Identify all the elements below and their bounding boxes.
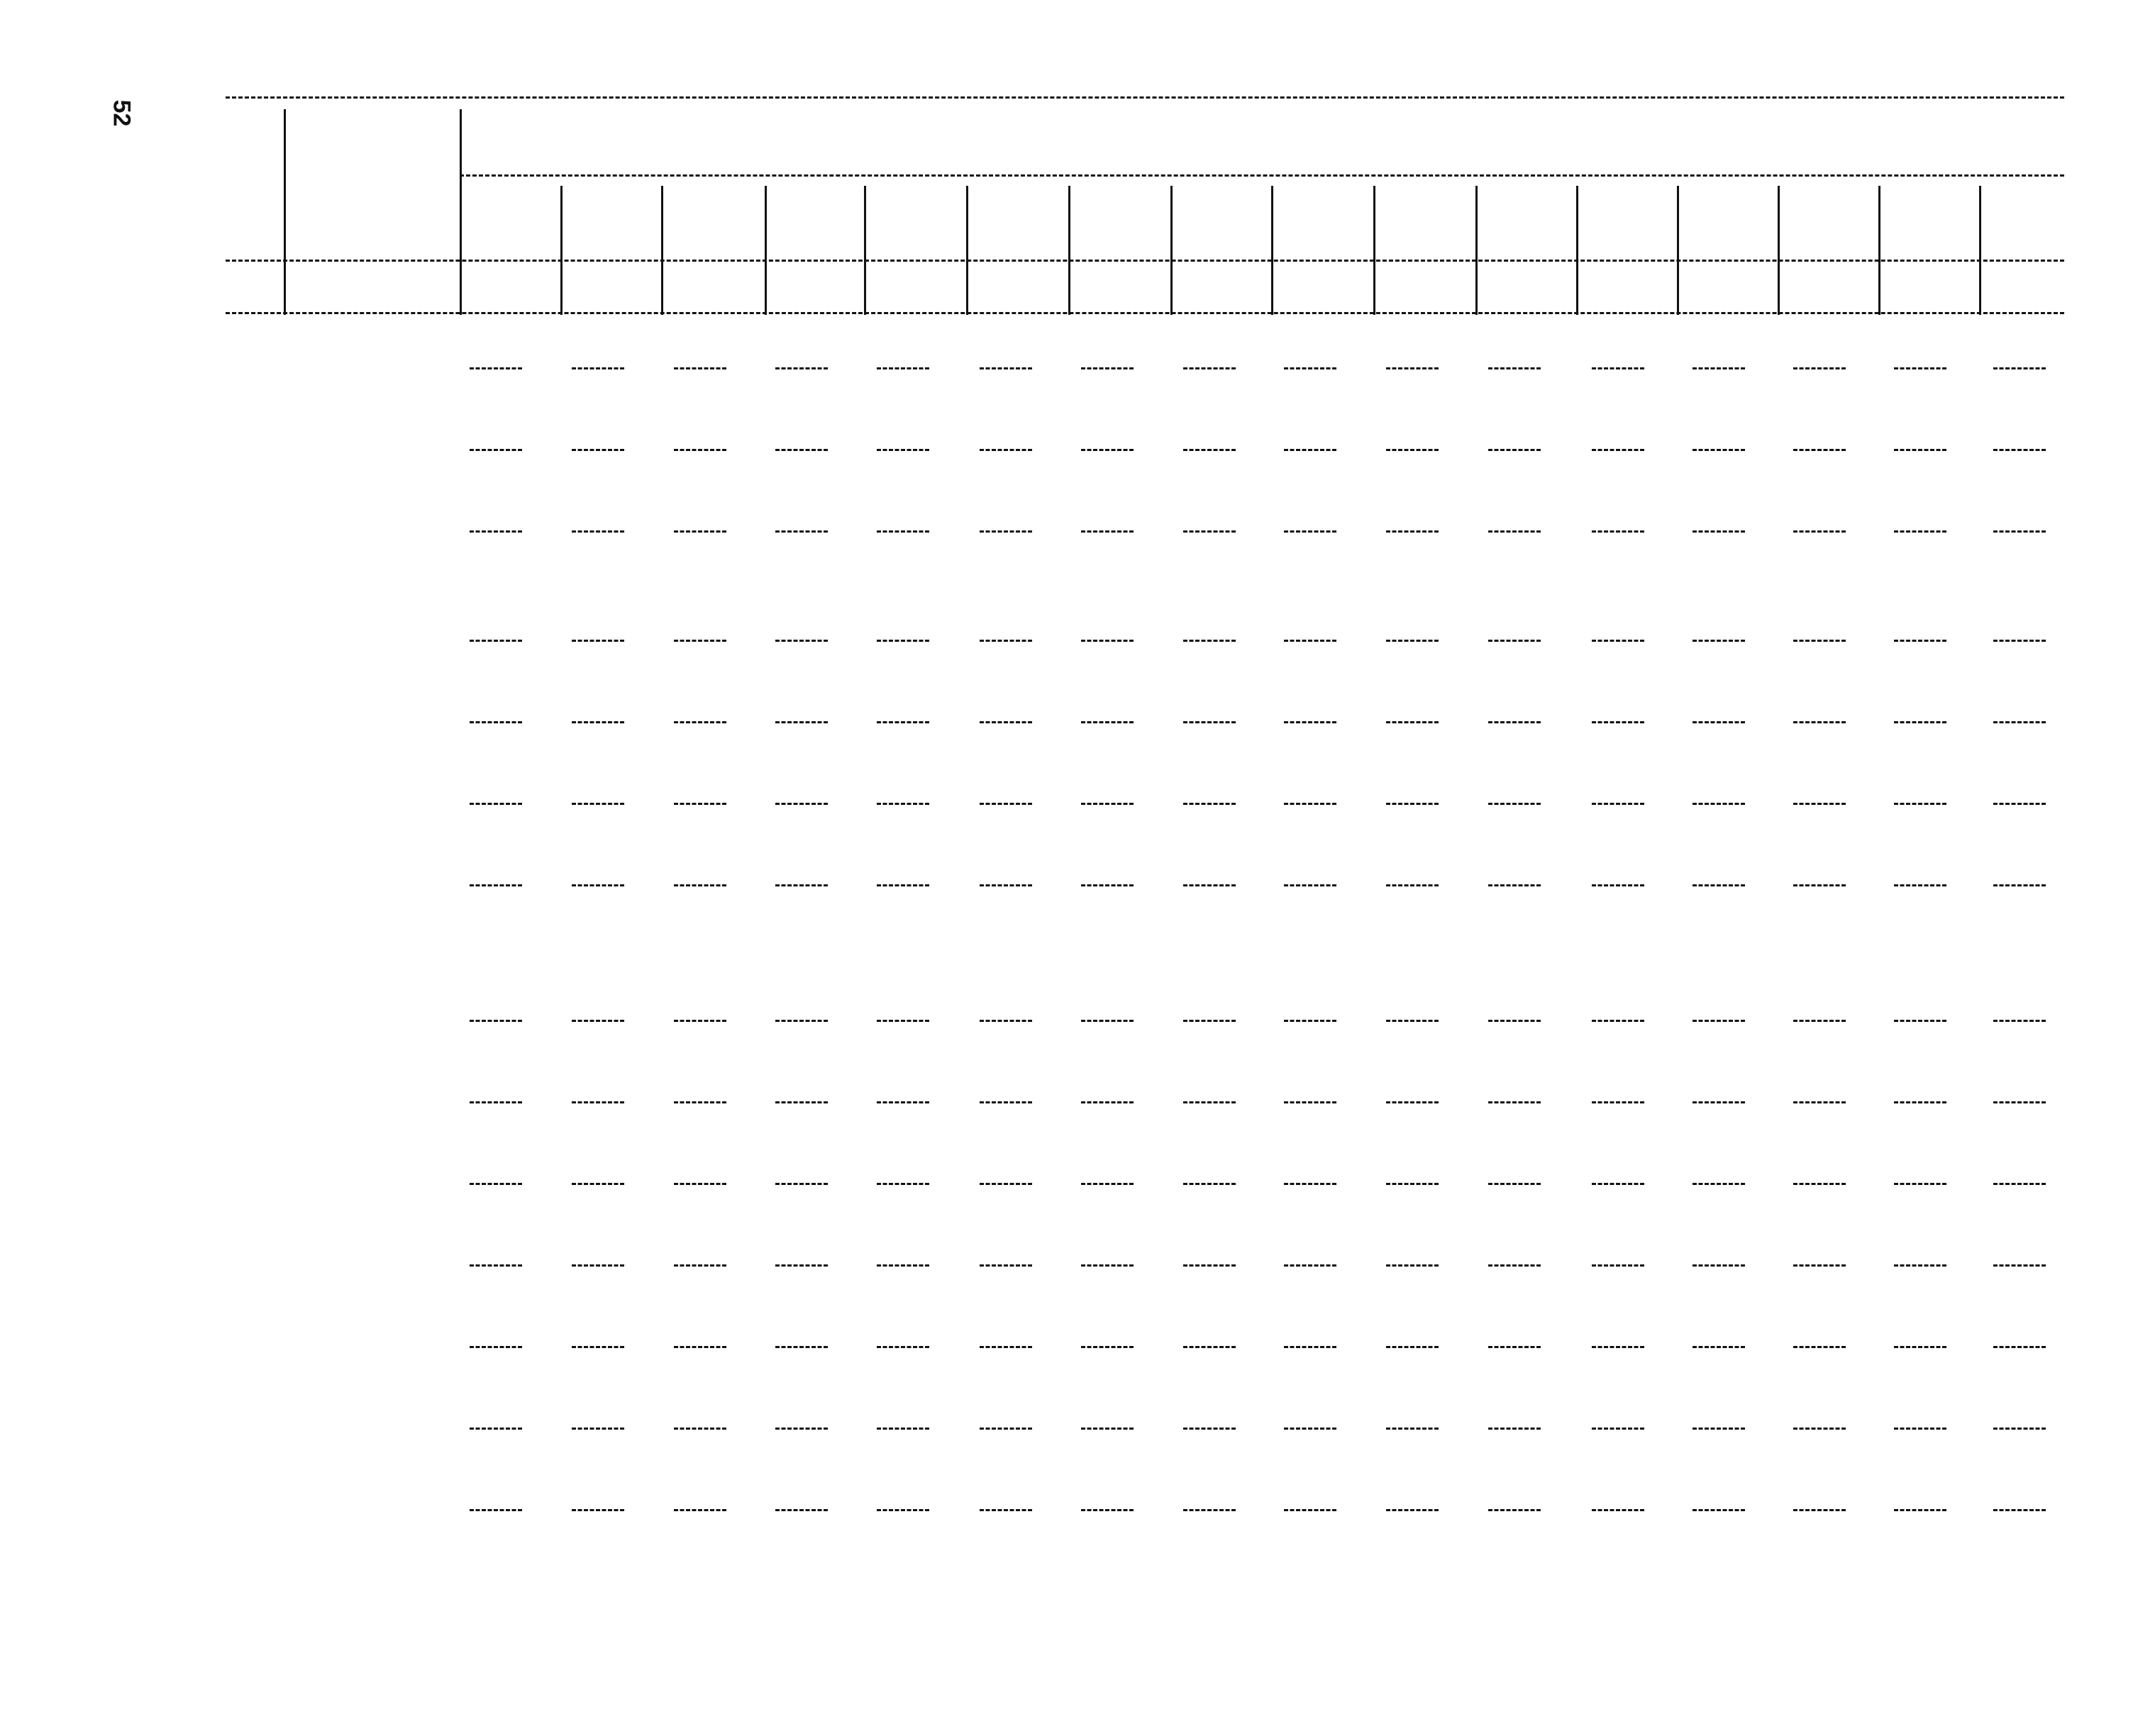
fraction-bar xyxy=(674,640,726,642)
fraction-bar xyxy=(1183,1020,1236,1022)
fraction-bar xyxy=(1793,449,1846,451)
fraction-bar xyxy=(877,367,929,369)
fraction-bar xyxy=(674,530,726,533)
fraction-bar xyxy=(1894,1020,1946,1022)
fraction-bar xyxy=(980,1101,1032,1103)
rule-header-mid xyxy=(460,174,2064,177)
fraction-bar xyxy=(1793,721,1846,723)
fraction-bar xyxy=(1993,1020,2046,1022)
fraction-bar xyxy=(1284,1101,1336,1103)
vline-region xyxy=(864,186,866,315)
fraction-bar xyxy=(1488,367,1541,369)
fraction-bar xyxy=(1386,1101,1439,1103)
fraction-bar xyxy=(470,449,522,451)
fraction-bar xyxy=(775,640,828,642)
fraction-bar xyxy=(1693,1428,1745,1430)
fraction-bar xyxy=(775,1509,828,1511)
fraction-bar xyxy=(1386,367,1439,369)
fraction-bar xyxy=(1081,449,1134,451)
fraction-bar xyxy=(1284,884,1336,886)
fraction-bar xyxy=(877,1101,929,1103)
fraction-bar xyxy=(1993,721,2046,723)
fraction-bar xyxy=(1488,1183,1541,1185)
fraction-bar xyxy=(1284,640,1336,642)
fraction-bar xyxy=(674,721,726,723)
fraction-bar xyxy=(1993,640,2046,642)
fraction-bar xyxy=(1592,1020,1644,1022)
fraction-bar xyxy=(1183,367,1236,369)
fraction-bar xyxy=(1284,530,1336,533)
fraction-bar xyxy=(1993,803,2046,805)
fraction-bar xyxy=(1993,1264,2046,1267)
fraction-bar xyxy=(1284,1509,1336,1511)
fraction-bar xyxy=(1081,1020,1134,1022)
fraction-bar xyxy=(1592,721,1644,723)
fraction-bar xyxy=(1693,884,1745,886)
rule-header-sub xyxy=(226,260,2064,262)
vline-region xyxy=(765,186,767,315)
fraction-bar xyxy=(1693,449,1745,451)
fraction-bar xyxy=(470,1509,522,1511)
fraction-bar xyxy=(1894,530,1946,533)
fraction-bar xyxy=(1183,640,1236,642)
page-number: 52 xyxy=(108,99,135,127)
fraction-bar xyxy=(775,1346,828,1348)
fraction-bar xyxy=(1993,1428,2046,1430)
fraction-bar xyxy=(1592,530,1644,533)
fraction-bar xyxy=(674,449,726,451)
fraction-bar xyxy=(980,449,1032,451)
fraction-bar xyxy=(1793,367,1846,369)
vline-n xyxy=(284,109,286,315)
fraction-bar xyxy=(1993,530,2046,533)
fraction-bar xyxy=(1993,1183,2046,1185)
vline-region xyxy=(1576,186,1578,315)
fraction-bar xyxy=(1894,1264,1946,1267)
fraction-bar xyxy=(674,1346,726,1348)
fraction-bar xyxy=(1993,1346,2046,1348)
fraction-bar xyxy=(1793,803,1846,805)
vline-region xyxy=(1475,186,1478,315)
fraction-bar xyxy=(1488,449,1541,451)
fraction-bar xyxy=(572,449,624,451)
fraction-bar xyxy=(877,721,929,723)
fraction-bar xyxy=(1592,884,1644,886)
fraction-bar xyxy=(1793,1264,1846,1267)
fraction-bar xyxy=(775,1101,828,1103)
fraction-bar xyxy=(674,1509,726,1511)
fraction-bar xyxy=(980,721,1032,723)
rule-colnums xyxy=(226,312,2064,314)
fraction-bar xyxy=(470,1020,522,1022)
fraction-bar xyxy=(470,1101,522,1103)
fraction-bar xyxy=(1183,1428,1236,1430)
fraction-bar xyxy=(572,1509,624,1511)
fraction-bar xyxy=(1386,1264,1439,1267)
fraction-bar xyxy=(1793,530,1846,533)
fraction-bar xyxy=(980,1264,1032,1267)
fraction-bar xyxy=(775,367,828,369)
fraction-bar xyxy=(1793,1101,1846,1103)
fraction-bar xyxy=(1592,1264,1644,1267)
fraction-bar xyxy=(674,884,726,886)
fraction-bar xyxy=(1284,1264,1336,1267)
fraction-bar xyxy=(775,721,828,723)
fraction-bar xyxy=(674,1101,726,1103)
fraction-bar xyxy=(1993,1509,2046,1511)
fraction-bar xyxy=(1488,884,1541,886)
fraction-bar xyxy=(674,1183,726,1185)
fraction-bar xyxy=(1386,530,1439,533)
fraction-bar xyxy=(1183,1264,1236,1267)
fraction-bar xyxy=(980,367,1032,369)
fraction-bar xyxy=(1894,1101,1946,1103)
fraction-bar xyxy=(1386,1346,1439,1348)
fraction-bar xyxy=(572,721,624,723)
fraction-bar xyxy=(1386,884,1439,886)
fraction-bar xyxy=(674,803,726,805)
fraction-bar xyxy=(1081,640,1134,642)
vline-kod xyxy=(460,109,462,315)
fraction-bar xyxy=(1081,884,1134,886)
fraction-bar xyxy=(877,1264,929,1267)
fraction-bar xyxy=(1488,640,1541,642)
fraction-bar xyxy=(980,1509,1032,1511)
fraction-bar xyxy=(572,1264,624,1267)
vline-region xyxy=(1068,186,1070,315)
vline-region xyxy=(560,186,563,315)
fraction-bar xyxy=(1081,803,1134,805)
fraction-bar xyxy=(1081,530,1134,533)
fraction-bar xyxy=(470,1346,522,1348)
fraction-bar xyxy=(1592,640,1644,642)
fraction-bar xyxy=(1693,803,1745,805)
fraction-bar xyxy=(1793,884,1846,886)
fraction-bar xyxy=(572,1428,624,1430)
fraction-bar xyxy=(1386,721,1439,723)
vline-region xyxy=(1979,186,1981,315)
fraction-bar xyxy=(1592,803,1644,805)
fraction-bar xyxy=(1284,803,1336,805)
fraction-bar xyxy=(1592,1428,1644,1430)
fraction-bar xyxy=(1894,1183,1946,1185)
vline-region xyxy=(1373,186,1375,315)
fraction-bar xyxy=(775,1428,828,1430)
fraction-bar xyxy=(1894,367,1946,369)
vline-region xyxy=(966,186,968,315)
fraction-bar xyxy=(877,1346,929,1348)
fraction-bar xyxy=(775,449,828,451)
fraction-bar xyxy=(1183,530,1236,533)
fraction-bar xyxy=(1894,1346,1946,1348)
vline-region xyxy=(1677,186,1679,315)
fraction-bar xyxy=(980,1346,1032,1348)
fraction-bar xyxy=(775,1183,828,1185)
fraction-bar xyxy=(1693,721,1745,723)
fraction-bar xyxy=(1693,1020,1745,1022)
fraction-bar xyxy=(572,1346,624,1348)
fraction-bar xyxy=(1488,530,1541,533)
fraction-bar xyxy=(1183,803,1236,805)
fraction-bar xyxy=(1081,1101,1134,1103)
fraction-bar xyxy=(775,803,828,805)
fraction-bar xyxy=(980,884,1032,886)
fraction-bar xyxy=(775,1264,828,1267)
fraction-bar xyxy=(1793,1020,1846,1022)
fraction-bar xyxy=(1488,1020,1541,1022)
fraction-bar xyxy=(1488,1346,1541,1348)
fraction-bar xyxy=(1693,1183,1745,1185)
fraction-bar xyxy=(1284,449,1336,451)
fraction-bar xyxy=(1894,884,1946,886)
fraction-bar xyxy=(1693,1264,1745,1267)
vline-region xyxy=(1778,186,1780,315)
fraction-bar xyxy=(1284,1428,1336,1430)
fraction-bar xyxy=(1793,1346,1846,1348)
fraction-bar xyxy=(470,367,522,369)
fraction-bar xyxy=(1693,640,1745,642)
fraction-bar xyxy=(572,640,624,642)
fraction-bar xyxy=(1894,640,1946,642)
fraction-bar xyxy=(775,1020,828,1022)
fraction-bar xyxy=(1592,367,1644,369)
fraction-bar xyxy=(470,884,522,886)
fraction-bar xyxy=(470,530,522,533)
fraction-bar xyxy=(1081,1346,1134,1348)
fraction-bar xyxy=(1488,1264,1541,1267)
fraction-bar xyxy=(674,367,726,369)
fraction-bar xyxy=(1386,1183,1439,1185)
fraction-bar xyxy=(1894,803,1946,805)
fraction-bar xyxy=(470,721,522,723)
fraction-bar xyxy=(1081,367,1134,369)
fraction-bar xyxy=(1183,884,1236,886)
fraction-bar xyxy=(980,1020,1032,1022)
fraction-bar xyxy=(980,530,1032,533)
fraction-bar xyxy=(1081,1509,1134,1511)
fraction-bar xyxy=(1183,1101,1236,1103)
fraction-bar xyxy=(470,803,522,805)
fraction-bar xyxy=(572,803,624,805)
fraction-bar xyxy=(1693,530,1745,533)
fraction-bar xyxy=(1592,1101,1644,1103)
fraction-bar xyxy=(1386,640,1439,642)
fraction-bar xyxy=(877,640,929,642)
fraction-bar xyxy=(1183,1183,1236,1185)
fraction-bar xyxy=(1793,1509,1846,1511)
fraction-bar xyxy=(1488,721,1541,723)
fraction-bar xyxy=(877,803,929,805)
fraction-bar xyxy=(1592,1509,1644,1511)
vline-region xyxy=(661,186,663,315)
fraction-bar xyxy=(1488,1509,1541,1511)
fraction-bar xyxy=(1894,449,1946,451)
fraction-bar xyxy=(877,449,929,451)
fraction-bar xyxy=(572,367,624,369)
vline-region xyxy=(1271,186,1273,315)
fraction-bar xyxy=(1894,1428,1946,1430)
fraction-bar xyxy=(877,1509,929,1511)
fraction-bar xyxy=(1693,1101,1745,1103)
fraction-bar xyxy=(1693,1346,1745,1348)
fraction-bar xyxy=(775,530,828,533)
fraction-bar xyxy=(674,1428,726,1430)
fraction-bar xyxy=(877,530,929,533)
fraction-bar xyxy=(1488,1101,1541,1103)
fraction-bar xyxy=(1284,1020,1336,1022)
fraction-bar xyxy=(1894,721,1946,723)
fraction-bar xyxy=(1793,640,1846,642)
fraction-bar xyxy=(1386,1020,1439,1022)
fraction-bar xyxy=(1488,803,1541,805)
fraction-bar xyxy=(877,1428,929,1430)
vline-region xyxy=(1170,186,1173,315)
fraction-bar xyxy=(1693,367,1745,369)
fraction-bar xyxy=(572,530,624,533)
fraction-bar xyxy=(1081,1183,1134,1185)
fraction-bar xyxy=(1284,1346,1336,1348)
fraction-bar xyxy=(1284,721,1336,723)
fraction-bar xyxy=(470,1183,522,1185)
fraction-bar xyxy=(470,640,522,642)
fraction-bar xyxy=(877,1183,929,1185)
fraction-bar xyxy=(1894,1509,1946,1511)
fraction-bar xyxy=(572,1101,624,1103)
fraction-bar xyxy=(1081,721,1134,723)
fraction-bar xyxy=(775,884,828,886)
fraction-bar xyxy=(674,1264,726,1267)
fraction-bar xyxy=(1993,1101,2046,1103)
fraction-bar xyxy=(980,640,1032,642)
fraction-bar xyxy=(877,1020,929,1022)
fraction-bar xyxy=(1693,1509,1745,1511)
fraction-bar xyxy=(1592,449,1644,451)
fraction-bar xyxy=(1183,721,1236,723)
fraction-bar xyxy=(1081,1264,1134,1267)
fraction-bar xyxy=(980,1428,1032,1430)
vline-region xyxy=(1878,186,1880,315)
fraction-bar xyxy=(1284,367,1336,369)
fraction-bar xyxy=(1183,1346,1236,1348)
fraction-bar xyxy=(980,1183,1032,1185)
fraction-bar xyxy=(1386,449,1439,451)
fraction-bar xyxy=(980,803,1032,805)
fraction-bar xyxy=(1993,449,2046,451)
fraction-bar xyxy=(1488,1428,1541,1430)
fraction-bar xyxy=(1183,1509,1236,1511)
fraction-bar xyxy=(572,1020,624,1022)
fraction-bar xyxy=(1081,1428,1134,1430)
fraction-bar xyxy=(1592,1346,1644,1348)
fraction-bar xyxy=(572,884,624,886)
fraction-bar xyxy=(1386,1509,1439,1511)
fraction-bar xyxy=(1793,1428,1846,1430)
fraction-bar xyxy=(1993,884,2046,886)
fraction-bar xyxy=(470,1264,522,1267)
fraction-bar xyxy=(470,1428,522,1430)
fraction-bar xyxy=(1284,1183,1336,1185)
rule-top xyxy=(226,96,2064,99)
fraction-bar xyxy=(1993,367,2046,369)
fraction-bar xyxy=(1793,1183,1846,1185)
fraction-bar xyxy=(1386,803,1439,805)
fraction-bar xyxy=(572,1183,624,1185)
fraction-bar xyxy=(674,1020,726,1022)
fraction-bar xyxy=(1183,449,1236,451)
fraction-bar xyxy=(877,884,929,886)
fraction-bar xyxy=(1592,1183,1644,1185)
fraction-bar xyxy=(1386,1428,1439,1430)
